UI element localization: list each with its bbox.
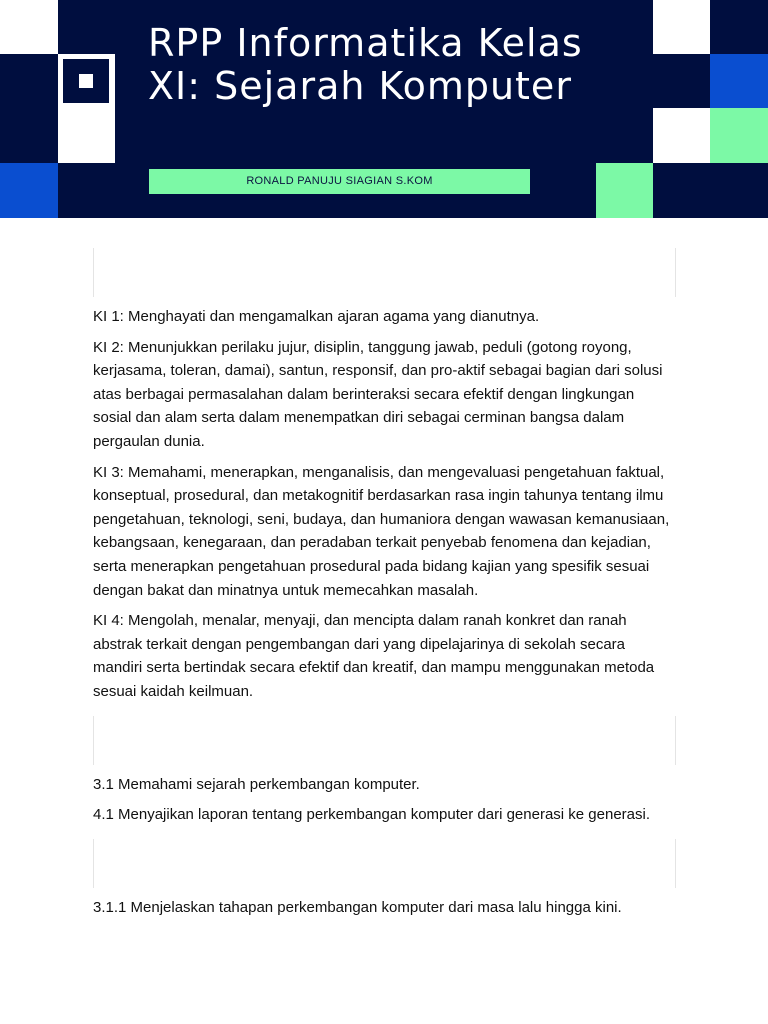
- decor-block: [653, 0, 710, 54]
- decor-block: [710, 54, 768, 108]
- ki-paragraph: KI 3: Memahami, menerapkan, menganalisis, dan mengevaluasi pengetahuan faktual, konseptual, prosedural, dan metakognitif berdasarkan rasa ingin tahunya tentang ilmu pengetahuan, teknologi, seni, budaya, dan humaniora dengan wawasan kemanusiaan, kebangsaan, kenegaraan, dan peradaban terkait penyebab fenomena dan kejadian, serta menerapkan pengetahuan prosedural pada bidang kajian yang spesifik sesuai dengan bakat dan minatnya untuk memecahkan masalah.: [93, 463, 670, 599]
- decor-block: [653, 163, 710, 218]
- decor-block: [0, 163, 58, 218]
- indicator-paragraph: 3.1.1 Menjelaskan tahapan perkembangan komputer dari masa lalu hingga kini.: [93, 898, 622, 916]
- kd-paragraph: 4.1 Menyajikan laporan tentang perkembangan komputer dari generasi ke generasi.: [93, 806, 651, 824]
- decor-block: [596, 163, 653, 218]
- decor-block: [653, 108, 710, 163]
- section-spacer: [93, 248, 676, 297]
- ki-paragraph: KI 4: Mengolah, menalar, menyaji, dan mencipta dalam ranah konkret dan ranah abstrak terkait dengan pengembangan dari yang dipelajarinya di sekolah secara mandiri serta bertindak secara efektif dan kreatif, dan mampu menggunakan metoda sesuai kaidah keilmuan.: [93, 612, 655, 700]
- ki-paragraph: KI 2: Menunjukkan perilaku jujur, disiplin, tanggung jawab, peduli (gotong royong, kerjasama, toleran, damai), santun, responsif, dan pro-aktif sebagai bagian dari solusi atas berbagai permasalahan dalam berinteraksi secara efektif dengan lingkungan sosial dan alam serta dalam menempatkan diri sebagai cerminan bangsa dalam pergaulan dunia.: [93, 338, 663, 450]
- ki-paragraph: KI 1: Menghayati dan mengamalkan ajaran agama yang dianutnya.: [93, 308, 540, 325]
- logo-inner-square: [79, 74, 93, 88]
- section-spacer: [93, 716, 676, 765]
- author-name: RONALD PANUJU SIAGIAN S.KOM: [149, 169, 530, 194]
- decor-block: [0, 0, 58, 54]
- page-title: RPP Informatika Kelas XI: Sejarah Komputer: [148, 21, 583, 108]
- header-banner: [0, 0, 768, 218]
- section-spacer: [93, 839, 676, 888]
- kd-paragraph: 3.1 Memahami sejarah perkembangan komputer.: [93, 775, 420, 793]
- decor-block: [710, 108, 768, 163]
- document-body: [93, 248, 676, 926]
